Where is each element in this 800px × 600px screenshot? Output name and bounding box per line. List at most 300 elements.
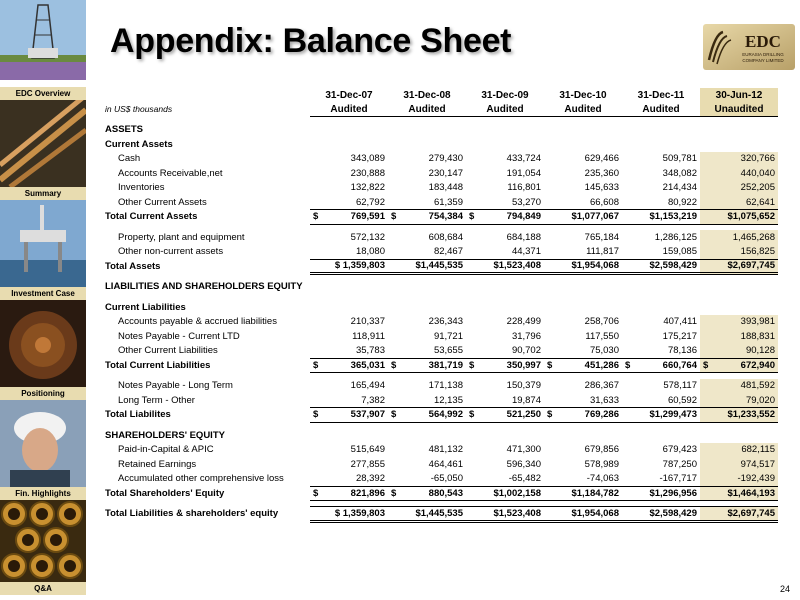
column-date: 30-Jun-12 bbox=[700, 88, 778, 102]
cell-value: 1,465,268 bbox=[732, 231, 775, 243]
table-cell bbox=[310, 230, 388, 245]
table-cell bbox=[466, 195, 544, 210]
cell-value: 236,343 bbox=[428, 316, 463, 328]
table-cell bbox=[544, 259, 622, 274]
edc-logo bbox=[703, 24, 795, 70]
table-cell bbox=[622, 181, 700, 196]
cell-value: 28,392 bbox=[355, 473, 385, 484]
table-cell bbox=[388, 329, 466, 344]
cell-value: 175,217 bbox=[662, 330, 697, 342]
section-label: ASSETS bbox=[105, 124, 144, 136]
cell-value: -167,717 bbox=[659, 473, 697, 484]
cell-value: -192,439 bbox=[737, 473, 775, 484]
table-cell bbox=[622, 315, 700, 330]
cell-value: 150,379 bbox=[506, 380, 541, 392]
table-row bbox=[102, 166, 778, 181]
cell-value: 80,922 bbox=[667, 196, 697, 208]
table-cell bbox=[622, 358, 700, 373]
table-row bbox=[102, 443, 778, 458]
cell-value: 578,117 bbox=[663, 380, 697, 392]
cell-value: 19,874 bbox=[511, 394, 541, 406]
cell-value: 787,250 bbox=[662, 458, 697, 470]
table-cell bbox=[700, 245, 778, 260]
cell-value: 61,359 bbox=[433, 196, 463, 208]
cell-value: -65,482 bbox=[508, 473, 541, 484]
cell-value: 79,020 bbox=[745, 394, 775, 406]
column-status: Unaudited bbox=[700, 102, 778, 117]
table-row bbox=[102, 245, 778, 260]
nav-label[interactable]: Fin. Highlights bbox=[0, 487, 86, 500]
cell-value: 343,089 bbox=[350, 153, 385, 165]
nav-label[interactable]: Investment Case bbox=[0, 287, 86, 300]
currency-symbol: $ bbox=[391, 211, 397, 223]
cell-value: 769,286 bbox=[584, 409, 619, 421]
cell-value: 35,783 bbox=[355, 345, 385, 356]
cell-value: 407,411 bbox=[663, 316, 697, 328]
cell-value: 18,080 bbox=[355, 246, 385, 257]
section-current-assets bbox=[102, 137, 778, 152]
column-date: 31-Dec-09 bbox=[481, 89, 529, 101]
cell-value: $1,445,535 bbox=[415, 260, 463, 272]
table-cell bbox=[388, 443, 466, 458]
table-row bbox=[102, 181, 778, 196]
table-cell bbox=[466, 152, 544, 167]
table-cell bbox=[544, 344, 622, 359]
table-cell bbox=[310, 443, 388, 458]
table-cell bbox=[622, 329, 700, 344]
cell-value: 564,992 bbox=[428, 409, 463, 421]
table-cell bbox=[388, 195, 466, 210]
table-cell bbox=[700, 393, 778, 408]
table-cell bbox=[544, 486, 622, 501]
header-status-row bbox=[102, 102, 778, 117]
currency-symbol: $ bbox=[391, 409, 397, 421]
table-cell bbox=[544, 379, 622, 394]
cell-value: 471,300 bbox=[506, 444, 541, 456]
cell-value: 111,817 bbox=[586, 246, 619, 257]
table-cell bbox=[700, 379, 778, 394]
cell-value: 754,384 bbox=[428, 211, 463, 223]
table-cell bbox=[388, 472, 466, 487]
cell-value: 117,550 bbox=[585, 330, 619, 342]
table-cell bbox=[310, 166, 388, 181]
table-cell bbox=[622, 379, 700, 394]
cell-value: $2,697,745 bbox=[727, 507, 775, 519]
cell-value: $1,296,956 bbox=[649, 487, 697, 499]
currency-symbol: $ bbox=[625, 359, 631, 371]
pipes-photo bbox=[0, 100, 86, 187]
nav-label[interactable]: Q&A bbox=[0, 582, 86, 595]
nav-section-edc-overview[interactable] bbox=[0, 0, 86, 100]
table-cell bbox=[310, 472, 388, 487]
offshore-rig-photo bbox=[0, 200, 86, 287]
currency-symbol: $ bbox=[313, 359, 319, 371]
row-label: Property, plant and equipment bbox=[118, 231, 245, 243]
cell-value: 82,467 bbox=[433, 246, 463, 257]
nav-section-positioning[interactable] bbox=[0, 300, 86, 400]
header-dates-row bbox=[102, 88, 778, 102]
currency-symbol: $ bbox=[391, 359, 397, 371]
cell-value: 440,040 bbox=[740, 167, 775, 179]
nav-label[interactable]: Summary bbox=[0, 187, 86, 200]
table-cell bbox=[388, 152, 466, 167]
row-label: Other non-current assets bbox=[118, 246, 224, 258]
cell-value: 145,633 bbox=[584, 182, 619, 194]
cell-value: 660,764 bbox=[662, 359, 697, 371]
table-cell bbox=[544, 408, 622, 423]
table-cell bbox=[388, 315, 466, 330]
cell-value: -65,050 bbox=[430, 473, 463, 484]
row-label: Retained Earnings bbox=[118, 458, 197, 470]
cell-value: $2,697,745 bbox=[727, 260, 775, 272]
cell-value: 320,766 bbox=[740, 153, 775, 165]
nav-section-qa[interactable] bbox=[0, 500, 86, 600]
table-cell bbox=[310, 486, 388, 501]
table-cell bbox=[466, 344, 544, 359]
table-row bbox=[102, 152, 778, 167]
table-cell bbox=[466, 393, 544, 408]
cell-value: 765,184 bbox=[584, 231, 619, 243]
table-cell bbox=[388, 379, 466, 394]
cell-value: 348,082 bbox=[662, 167, 697, 179]
column-date: 31-Dec-11 bbox=[637, 89, 685, 101]
cell-value: 62,792 bbox=[355, 196, 385, 208]
cell-value: 132,822 bbox=[350, 182, 385, 194]
table-cell bbox=[466, 230, 544, 245]
section-liabilities bbox=[102, 280, 778, 295]
table-cell bbox=[622, 230, 700, 245]
table-row bbox=[102, 315, 778, 330]
cell-value: $2,598,429 bbox=[649, 507, 697, 519]
table-cell bbox=[466, 166, 544, 181]
section-label: SHAREHOLDERS' EQUITY bbox=[105, 429, 225, 441]
table-cell bbox=[700, 358, 778, 373]
table-row bbox=[102, 457, 778, 472]
cell-value: 116,801 bbox=[507, 182, 541, 194]
cell-value: 629,466 bbox=[584, 153, 619, 165]
table-cell bbox=[700, 472, 778, 487]
row-label: Total Assets bbox=[105, 260, 161, 272]
table-row bbox=[102, 329, 778, 344]
table-cell bbox=[388, 358, 466, 373]
table-cell bbox=[700, 166, 778, 181]
table-cell bbox=[388, 181, 466, 196]
cell-value: 578,989 bbox=[584, 458, 619, 470]
table-cell bbox=[466, 457, 544, 472]
table-cell bbox=[544, 181, 622, 196]
cell-value: 672,940 bbox=[740, 359, 775, 371]
table-cell bbox=[622, 507, 700, 522]
logo-subtext-2: COMPANY LIMITED bbox=[742, 58, 784, 63]
cell-value: 53,270 bbox=[511, 196, 541, 208]
nav-section-summary[interactable] bbox=[0, 100, 86, 200]
cell-value: 286,367 bbox=[584, 380, 619, 392]
table-row bbox=[102, 507, 778, 522]
cell-value: 350,997 bbox=[506, 359, 541, 371]
worker-photo bbox=[0, 400, 86, 487]
cell-value: 156,825 bbox=[740, 246, 775, 257]
page-number: 24 bbox=[779, 584, 790, 594]
table-cell bbox=[466, 245, 544, 260]
column-status: Audited bbox=[544, 102, 622, 117]
row-label: Total Current Liabilities bbox=[105, 359, 211, 371]
table-cell bbox=[700, 329, 778, 344]
cell-value: 537,907 bbox=[350, 409, 385, 421]
table-row bbox=[102, 472, 778, 487]
row-label: Total Liabilites bbox=[105, 409, 171, 421]
currency-symbol: $ bbox=[313, 211, 319, 223]
cell-value: $1,153,219 bbox=[649, 211, 697, 223]
table-cell bbox=[310, 457, 388, 472]
cell-value: 60,592 bbox=[667, 394, 697, 406]
nav-label[interactable]: Positioning bbox=[0, 387, 86, 400]
cell-value: 53,655 bbox=[433, 345, 463, 356]
currency-symbol: $ bbox=[469, 359, 475, 371]
balance-sheet-table bbox=[102, 88, 778, 523]
table-row bbox=[102, 358, 778, 373]
cell-value: 608,684 bbox=[428, 231, 463, 243]
cell-value: 769,591 bbox=[350, 211, 385, 223]
units-label: in US$ thousands bbox=[105, 104, 173, 115]
currency-symbol: $ bbox=[703, 359, 709, 371]
table-row bbox=[102, 379, 778, 394]
pipe-ends-photo bbox=[0, 500, 86, 582]
table-cell bbox=[622, 210, 700, 225]
table-cell bbox=[622, 408, 700, 423]
cell-value: 279,430 bbox=[428, 153, 463, 165]
currency-symbol: $ bbox=[313, 487, 319, 499]
table-row bbox=[102, 259, 778, 274]
cell-value: 78,136 bbox=[667, 345, 697, 356]
cell-value: 171,138 bbox=[428, 380, 463, 392]
row-label: Paid-in-Capital & APIC bbox=[118, 444, 214, 456]
table-cell bbox=[700, 210, 778, 225]
cell-value: 12,135 bbox=[433, 394, 463, 406]
table-cell bbox=[466, 443, 544, 458]
table-cell bbox=[388, 166, 466, 181]
table-cell bbox=[544, 245, 622, 260]
cell-value: 62,641 bbox=[745, 196, 775, 208]
cell-value: 258,706 bbox=[584, 316, 619, 328]
table-cell bbox=[544, 329, 622, 344]
cell-value: 91,721 bbox=[433, 330, 463, 342]
table-cell bbox=[466, 507, 544, 522]
table-cell bbox=[700, 443, 778, 458]
cell-value: $2,598,429 bbox=[649, 260, 697, 272]
column-date: 31-Dec-07 bbox=[325, 89, 373, 101]
table-row bbox=[102, 408, 778, 423]
cell-value: 433,724 bbox=[506, 153, 541, 165]
cell-value: $1,445,535 bbox=[415, 507, 463, 519]
currency-symbol: $ bbox=[547, 409, 553, 421]
cell-value: 277,855 bbox=[350, 458, 385, 470]
currency-symbol: $ bbox=[469, 211, 475, 223]
table-cell bbox=[310, 329, 388, 344]
cell-value: 44,371 bbox=[511, 246, 541, 257]
table-cell bbox=[310, 393, 388, 408]
table-cell bbox=[388, 486, 466, 501]
cell-value: 90,128 bbox=[745, 345, 775, 356]
table-cell bbox=[622, 166, 700, 181]
cell-value: $1,184,782 bbox=[571, 487, 619, 499]
section-equity bbox=[102, 428, 778, 443]
table-cell bbox=[544, 152, 622, 167]
column-status: Audited bbox=[622, 102, 700, 117]
table-cell bbox=[700, 230, 778, 245]
cell-value: 481,132 bbox=[428, 444, 463, 456]
cell-value: 521,250 bbox=[506, 409, 541, 421]
column-status: Audited bbox=[388, 102, 466, 117]
cell-value: 451,286 bbox=[584, 359, 619, 371]
cell-value: 183,448 bbox=[428, 182, 463, 194]
cell-value: 596,340 bbox=[506, 458, 541, 470]
drill-bit-photo bbox=[0, 300, 86, 387]
table-cell bbox=[388, 408, 466, 423]
cell-value: $1,954,068 bbox=[571, 507, 619, 519]
table-cell bbox=[388, 210, 466, 225]
cell-value: 393,981 bbox=[740, 316, 775, 328]
table-cell bbox=[700, 408, 778, 423]
table-cell bbox=[700, 507, 778, 522]
table-cell bbox=[622, 457, 700, 472]
nav-section-fin-highlights[interactable] bbox=[0, 400, 86, 500]
logo-text: EDC bbox=[745, 32, 781, 51]
cell-value: $1,077,067 bbox=[571, 211, 619, 223]
column-date: 31-Dec-08 bbox=[403, 89, 451, 101]
row-label: Other Current Liabilities bbox=[118, 345, 218, 357]
section-current-liabilities bbox=[102, 300, 778, 315]
table-cell bbox=[310, 210, 388, 225]
page-title: Appendix: Balance Sheet bbox=[110, 22, 512, 60]
column-status: Audited bbox=[310, 102, 388, 117]
table-cell bbox=[388, 507, 466, 522]
table-cell bbox=[388, 344, 466, 359]
column-date: 31-Dec-10 bbox=[559, 89, 607, 101]
cell-value: 66,608 bbox=[589, 196, 619, 208]
table-cell bbox=[622, 344, 700, 359]
table-cell bbox=[466, 315, 544, 330]
row-label: Other Current Assets bbox=[118, 196, 207, 208]
cell-value: 210,337 bbox=[350, 316, 385, 328]
cell-value: 165,494 bbox=[350, 380, 385, 392]
table-cell bbox=[466, 259, 544, 274]
cell-value: 381,719 bbox=[428, 359, 463, 371]
table-cell bbox=[544, 166, 622, 181]
table-cell bbox=[310, 195, 388, 210]
logo-subtext-1: EURASIA DRILLING bbox=[742, 52, 784, 57]
cell-value: 509,781 bbox=[662, 153, 697, 165]
cell-value: $1,464,193 bbox=[727, 487, 775, 499]
row-label: Accounts Receivable,net bbox=[118, 167, 223, 179]
nav-section-investment-case[interactable] bbox=[0, 200, 86, 300]
row-label: Inventories bbox=[118, 182, 165, 194]
table-row bbox=[102, 486, 778, 501]
table-cell bbox=[700, 152, 778, 167]
cell-value: $ 1,359,803 bbox=[334, 507, 385, 519]
table-cell bbox=[310, 344, 388, 359]
table-cell bbox=[544, 230, 622, 245]
cell-value: 118,911 bbox=[352, 330, 385, 342]
cell-value: 515,649 bbox=[350, 444, 385, 456]
cell-value: $1,075,652 bbox=[727, 211, 775, 223]
table-cell bbox=[310, 379, 388, 394]
cell-value: $1,002,158 bbox=[493, 487, 541, 499]
table-cell bbox=[700, 195, 778, 210]
table-cell bbox=[466, 486, 544, 501]
table-cell bbox=[622, 259, 700, 274]
cell-value: 191,054 bbox=[506, 167, 541, 179]
cell-value: 214,434 bbox=[662, 182, 697, 194]
cell-value: 252,205 bbox=[740, 182, 775, 194]
cell-value: 794,849 bbox=[506, 211, 541, 223]
cell-value: $1,523,408 bbox=[493, 507, 541, 519]
table-cell bbox=[388, 259, 466, 274]
table-cell bbox=[310, 408, 388, 423]
table-cell bbox=[622, 152, 700, 167]
cell-value: $ 1,359,803 bbox=[334, 260, 385, 272]
currency-symbol: $ bbox=[391, 487, 397, 499]
table-cell bbox=[310, 245, 388, 260]
cell-value: 974,517 bbox=[740, 458, 775, 470]
cell-value: 230,147 bbox=[428, 167, 463, 179]
table-cell bbox=[388, 230, 466, 245]
cell-value: $1,954,068 bbox=[571, 260, 619, 272]
cell-value: 230,888 bbox=[350, 167, 385, 179]
row-label: Notes Payable - Long Term bbox=[118, 380, 233, 392]
section-label: Current Liabilities bbox=[105, 301, 186, 313]
nav-label[interactable]: EDC Overview bbox=[0, 87, 86, 100]
table-cell bbox=[622, 195, 700, 210]
table-cell bbox=[700, 315, 778, 330]
cell-value: 684,188 bbox=[506, 231, 541, 243]
table-cell bbox=[310, 259, 388, 274]
cell-value: $1,523,408 bbox=[493, 260, 541, 272]
section-label: LIABILITIES AND SHAREHOLDERS EQUITY bbox=[105, 281, 303, 293]
table-cell bbox=[466, 210, 544, 225]
drilling-rig-photo bbox=[0, 0, 86, 80]
cell-value: 235,360 bbox=[584, 167, 619, 179]
row-label: Accumulated other comprehensive loss bbox=[118, 473, 284, 485]
table-cell bbox=[466, 408, 544, 423]
row-label: Cash bbox=[118, 153, 141, 165]
table-cell bbox=[466, 472, 544, 487]
table-cell bbox=[466, 329, 544, 344]
currency-symbol: $ bbox=[469, 409, 475, 421]
table-cell bbox=[544, 393, 622, 408]
cell-value: 464,461 bbox=[428, 458, 463, 470]
cell-value: 31,633 bbox=[589, 394, 619, 406]
table-cell bbox=[310, 358, 388, 373]
table-cell bbox=[466, 379, 544, 394]
section-label: Current Assets bbox=[105, 138, 173, 150]
table-cell bbox=[622, 393, 700, 408]
cell-value: $1,233,552 bbox=[727, 409, 775, 421]
table-cell bbox=[310, 507, 388, 522]
table-cell bbox=[700, 181, 778, 196]
row-label: Total Liabilities & shareholders' equity bbox=[105, 508, 279, 520]
currency-symbol: $ bbox=[547, 359, 553, 371]
cell-value: $1,299,473 bbox=[649, 409, 697, 421]
table-cell bbox=[700, 259, 778, 274]
row-label: Total Shareholders' Equity bbox=[105, 487, 225, 499]
table-row bbox=[102, 393, 778, 408]
cell-value: 188,831 bbox=[740, 330, 775, 342]
cell-value: 572,132 bbox=[350, 231, 385, 243]
row-label: Accounts payable & accrued liabilities bbox=[118, 316, 277, 328]
cell-value: 679,856 bbox=[584, 444, 619, 456]
side-navigation bbox=[0, 0, 86, 600]
table-cell bbox=[544, 195, 622, 210]
